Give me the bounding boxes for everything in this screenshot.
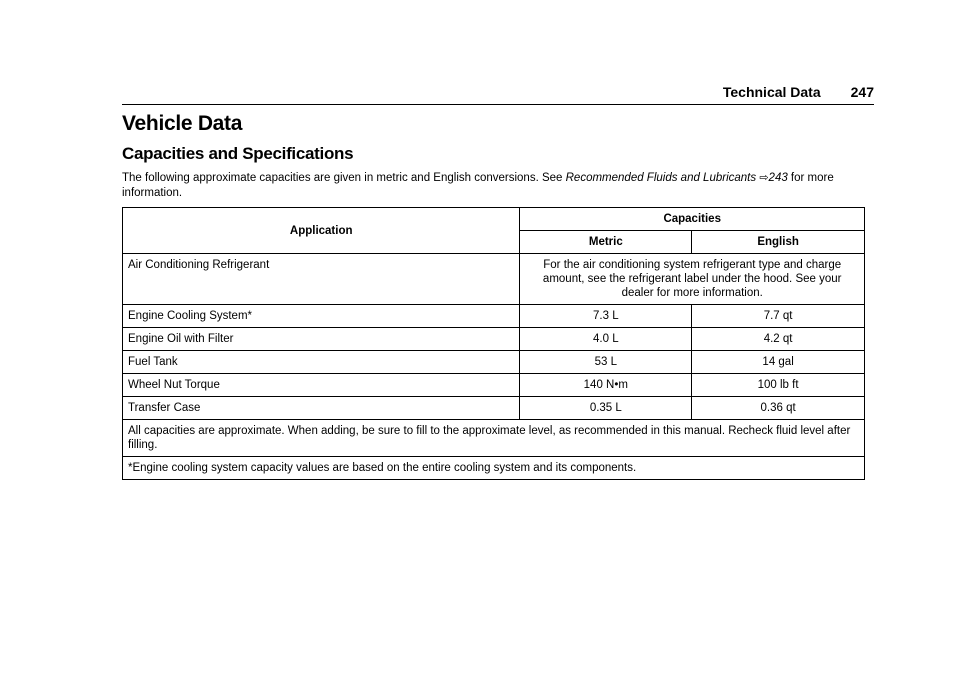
application-cell: Engine Oil with Filter xyxy=(123,328,520,351)
page-title: Vehicle Data xyxy=(122,112,243,135)
page-ref-arrow-icon: ⇨ xyxy=(759,172,769,184)
application-cell: Wheel Nut Torque xyxy=(123,374,520,397)
metric-cell: 4.0 L xyxy=(520,328,692,351)
application-cell: Transfer Case xyxy=(123,397,520,420)
intro-paragraph xyxy=(122,171,867,201)
header-metric: Metric xyxy=(520,231,692,254)
footnote-approximate: All capacities are approximate. When adding, be sure to fill to the approximate level, as recommended in this manual. Recheck fluid level after filling. xyxy=(123,420,865,457)
header-capacities: Capacities xyxy=(520,208,865,231)
metric-cell: 7.3 L xyxy=(520,305,692,328)
application-cell: Engine Cooling System* xyxy=(123,305,520,328)
metric-cell: 53 L xyxy=(520,351,692,374)
header-section-title: Technical Data xyxy=(722,84,821,100)
cross-reference-page[interactable]: 243 xyxy=(768,172,788,184)
capacities-table xyxy=(122,207,865,480)
metric-cell: 0.35 L xyxy=(520,397,692,420)
metric-cell: 140 N•m xyxy=(520,374,692,397)
intro-text-end: for more information. xyxy=(122,172,834,199)
table-row xyxy=(123,351,865,374)
table-row xyxy=(123,397,865,420)
english-cell: 0.36 qt xyxy=(692,397,865,420)
application-cell: Air Conditioning Refrigerant xyxy=(123,254,520,305)
page-number: 247 xyxy=(850,84,874,100)
page-header xyxy=(122,84,874,105)
english-cell: 14 gal xyxy=(692,351,865,374)
application-cell: Fuel Tank xyxy=(123,351,520,374)
table-row xyxy=(123,305,865,328)
header-english: English xyxy=(692,231,865,254)
table-row xyxy=(123,374,865,397)
cross-reference-link[interactable]: Recommended Fluids and Lubricants xyxy=(565,172,757,184)
english-cell: 100 lb ft xyxy=(692,374,865,397)
table-row xyxy=(123,328,865,351)
section-title: Capacities and Specifications xyxy=(122,144,354,163)
english-cell: 7.7 qt xyxy=(692,305,865,328)
refrigerant-note-cell: For the air conditioning system refrigerant type and charge amount, see the refrigerant label under the hood. See your dealer for more information. xyxy=(520,254,865,305)
table-row xyxy=(123,457,865,480)
footnote-cooling-system: *Engine cooling system capacity values are based on the entire cooling system and its components. xyxy=(123,457,865,480)
table-row xyxy=(123,420,865,457)
table-row xyxy=(123,254,865,305)
intro-text: The following approximate capacities are given in metric and English conversions. See xyxy=(122,172,566,184)
english-cell: 4.2 qt xyxy=(692,328,865,351)
header-application: Application xyxy=(123,208,520,254)
